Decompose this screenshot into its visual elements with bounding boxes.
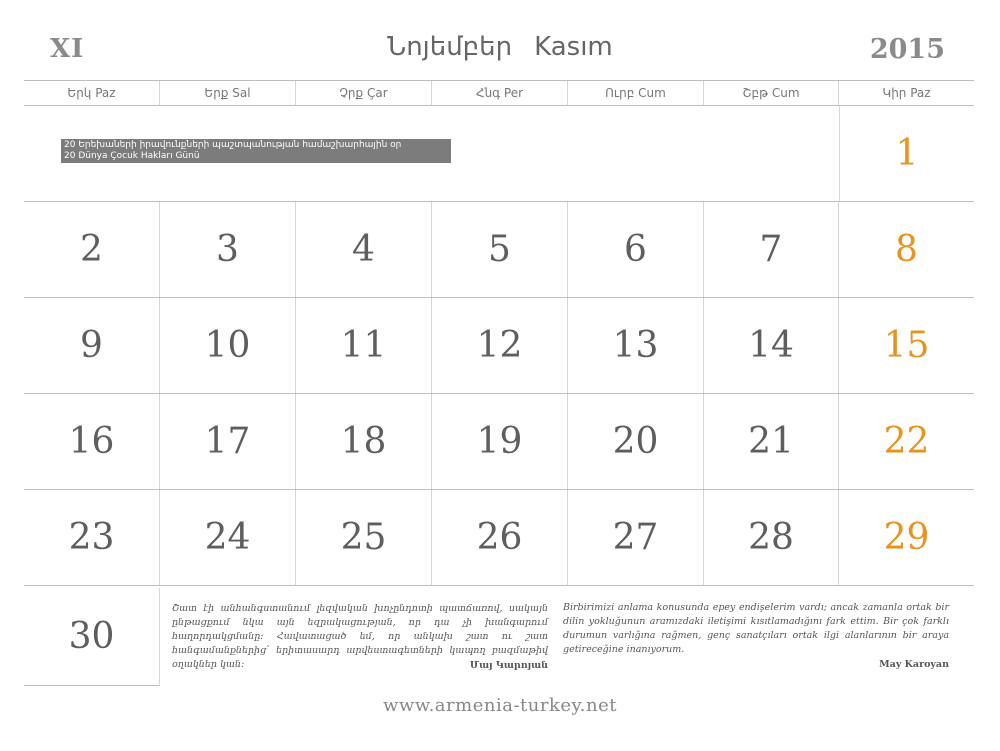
week-row-4	[24, 394, 974, 490]
day-cell: 13	[568, 298, 704, 393]
event-text-armenian: 20 Երեխաների իրավունքների պաշտպանության համաշխարհային օր	[64, 140, 402, 150]
footer-url: www.armenia-turkey.net	[383, 695, 617, 716]
day-cell: 15	[883, 325, 930, 366]
day-cell: 11	[296, 298, 432, 393]
event-label	[61, 139, 451, 163]
day-cell: 16	[24, 394, 160, 489]
day-cell: 10	[160, 298, 296, 393]
weekday-wednesday: Չրք Çar	[296, 81, 432, 105]
day-cell: 6	[568, 202, 704, 297]
day-cell: 21	[704, 394, 839, 489]
quote-armenian-author: Մայ Կարոյան	[469, 660, 548, 671]
quote-turkish: Birbirimizi anlama konusunda epey endişelerim vardı; ancak zamanla ortak bir dilin yokluğunun aramızdaki iletişimi kısıtlamadığını fark ettim. Bir çok farklı durumun varlığına rağmen, genç sanatçıları ortak ilgi alanlarının bir araya getireceğine inanıyorum.	[563, 602, 949, 655]
day-cell: 1	[839, 106, 974, 201]
day-cell: 4	[296, 202, 432, 297]
month-name-armenian: Նոյեմբեր	[387, 32, 513, 62]
day-cell: 3	[160, 202, 296, 297]
day-cell: 17	[160, 394, 296, 489]
week-row-2	[24, 202, 974, 298]
week-row-3	[24, 298, 974, 394]
quote-armenian: Շատ էի անհանգստանում լեզվական խոչընդոտի պատճառով, սակայն ընթացքում նկա այն եզրակացության, որ դա չի խանգարում հաղորդակցմանը: Հավատացած եմ, որ անկախ շատ ու շատ հանգամանքներից՝ երիտասարդ արվեստագետների կապող բազմաթիվ օղակներ կան:	[172, 603, 548, 670]
day-cell: 25	[296, 490, 432, 585]
day-cell: 5	[432, 202, 568, 297]
day-cell: 28	[704, 490, 839, 585]
day-cell: 9	[24, 298, 160, 393]
quote-turkish-author: May Karoyan	[879, 659, 949, 670]
day-cell: 24	[160, 490, 296, 585]
month-number: XI	[50, 34, 85, 64]
event-text-turkish: 20 Dünya Çocuk Hakları Günü	[64, 151, 200, 161]
weekday-monday: Երկ Paz	[24, 81, 160, 105]
weekday-header-row	[24, 81, 974, 106]
weekday-saturday: Շբթ Cum	[704, 81, 839, 105]
day-cell: 12	[432, 298, 568, 393]
year: 2015	[869, 34, 945, 65]
weekday-sunday: Կիր Paz	[882, 86, 931, 100]
day-cell: 8	[895, 229, 918, 270]
day-cell: 29	[883, 517, 930, 558]
weekday-tuesday: Երք Sal	[160, 81, 296, 105]
month-title	[0, 32, 1000, 62]
week-row-5	[24, 490, 974, 586]
month-name-turkish: Kasım	[534, 32, 613, 62]
day-cell: 2	[24, 202, 160, 297]
day-cell: 7	[704, 202, 839, 297]
day-cell: 23	[24, 490, 160, 585]
day-cell: 26	[432, 490, 568, 585]
weekday-thursday: Հնգ Per	[432, 81, 568, 105]
day-cell: 22	[883, 421, 930, 462]
weekday-friday: Ուրբ Cum	[568, 81, 704, 105]
day-cell: 18	[296, 394, 432, 489]
day-cell: 20	[568, 394, 704, 489]
day-cell: 30	[24, 588, 160, 686]
day-cell: 19	[432, 394, 568, 489]
day-cell: 14	[704, 298, 839, 393]
day-cell: 27	[568, 490, 704, 585]
